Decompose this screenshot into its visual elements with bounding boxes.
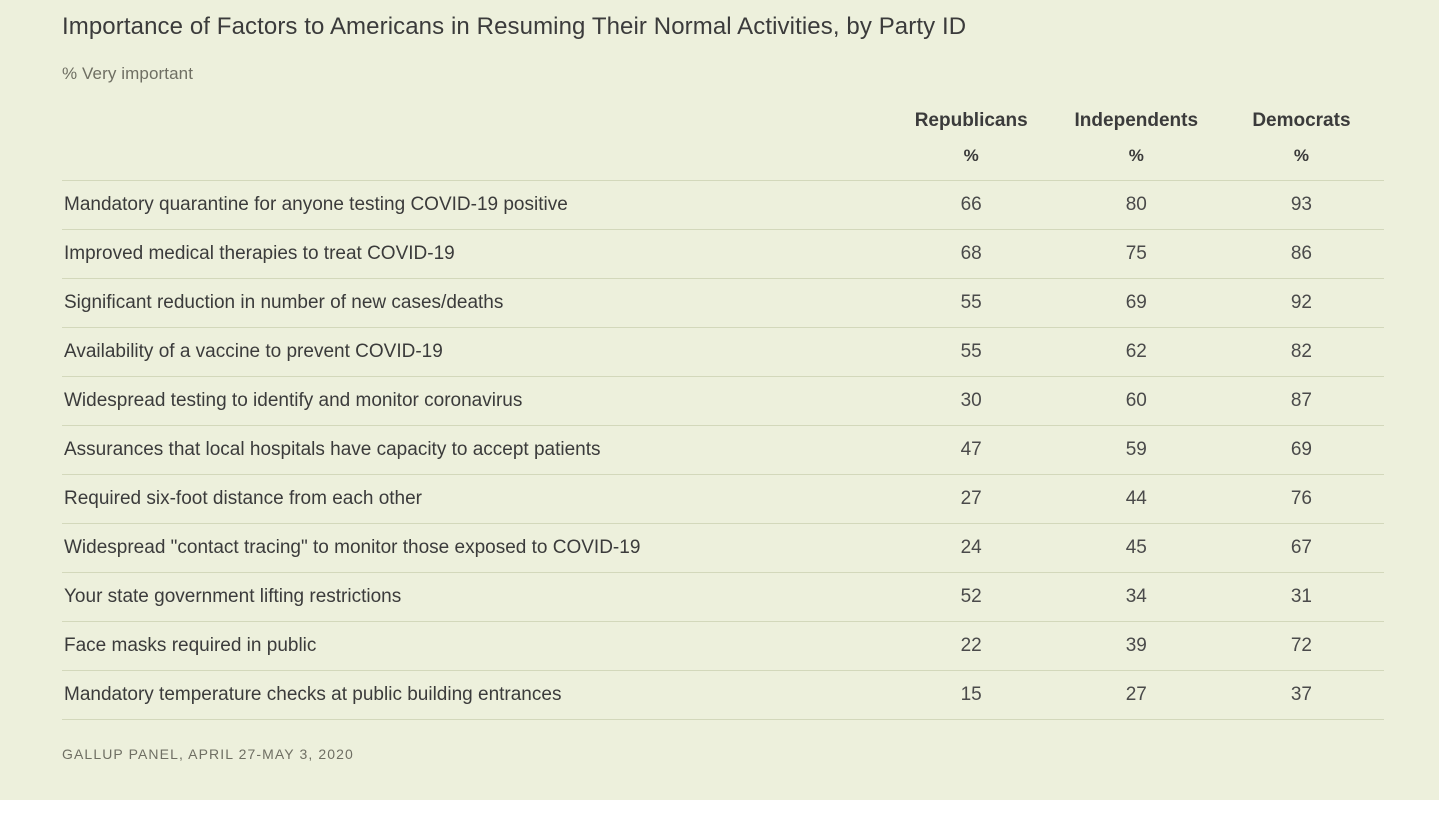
row-label: Widespread "contact tracing" to monitor those exposed to COVID-19 [62,523,889,572]
table-row [62,278,1384,327]
row-value-democrats: 87 [1219,376,1384,425]
chart-subtitle: % Very important [62,63,194,83]
table-header [62,110,1384,181]
row-label: Widespread testing to identify and monitor coronavirus [62,376,889,425]
column-header-independents: Independents [1074,109,1199,131]
row-label: Improved medical therapies to treat COVID-19 [62,229,889,278]
table-row [62,229,1384,278]
row-value-independents: 27 [1054,670,1219,719]
row-value-democrats: 69 [1219,425,1384,474]
chart-source: GALLUP PANEL, APRIL 27-MAY 3, 2020 [62,745,354,762]
row-value-independents: 80 [1054,180,1219,229]
row-value-independents: 62 [1054,327,1219,376]
column-header-republicans: Republicans [914,109,1028,131]
table-row [62,425,1384,474]
row-label: Mandatory quarantine for anyone testing COVID-19 positive [62,180,889,229]
row-label: Significant reduction in number of new cases/deaths [62,278,889,327]
row-value-independents: 69 [1054,278,1219,327]
row-value-independents: 60 [1054,376,1219,425]
row-value-independents: 75 [1054,229,1219,278]
row-value-republicans: 27 [889,474,1054,523]
row-label: Your state government lifting restrictions [62,572,889,621]
row-label: Face masks required in public [62,621,889,670]
row-label: Availability of a vaccine to prevent COVID-19 [62,327,889,376]
row-label: Assurances that local hospitals have capacity to accept patients [62,425,889,474]
row-value-independents: 34 [1054,572,1219,621]
row-value-republicans: 68 [889,229,1054,278]
table-row [62,180,1384,229]
row-value-republicans: 55 [889,327,1054,376]
table-row [62,670,1384,719]
table-row [62,327,1384,376]
row-value-democrats: 31 [1219,572,1384,621]
row-value-democrats: 93 [1219,180,1384,229]
row-value-democrats: 67 [1219,523,1384,572]
row-value-independents: 39 [1054,621,1219,670]
unit-republicans: % [963,145,979,165]
row-value-republicans: 52 [889,572,1054,621]
row-label: Required six-foot distance from each other [62,474,889,523]
row-value-democrats: 37 [1219,670,1384,719]
bottom-strip [0,800,1439,818]
table-header-row [62,110,1384,146]
data-table [62,110,1384,720]
row-value-democrats: 86 [1219,229,1384,278]
row-value-republicans: 22 [889,621,1054,670]
row-value-republicans: 47 [889,425,1054,474]
table-row [62,523,1384,572]
column-header-blank [62,110,889,146]
row-value-democrats: 92 [1219,278,1384,327]
table-row [62,376,1384,425]
unit-independents: % [1128,145,1144,165]
unit-blank [62,146,889,181]
table-row [62,474,1384,523]
row-value-republicans: 55 [889,278,1054,327]
table-unit-row [62,146,1384,181]
row-value-republicans: 66 [889,180,1054,229]
row-value-democrats: 72 [1219,621,1384,670]
row-value-republicans: 30 [889,376,1054,425]
row-value-independents: 59 [1054,425,1219,474]
page-title: Importance of Factors to Americans in Resuming Their Normal Activities, by Party ID [62,13,967,40]
unit-democrats: % [1293,145,1309,165]
table-row [62,572,1384,621]
table-body [62,180,1384,719]
row-value-democrats: 76 [1219,474,1384,523]
column-header-democrats: Democrats [1252,109,1351,131]
row-value-independents: 45 [1054,523,1219,572]
table-row [62,621,1384,670]
row-value-republicans: 15 [889,670,1054,719]
row-value-independents: 44 [1054,474,1219,523]
row-value-republicans: 24 [889,523,1054,572]
row-value-democrats: 82 [1219,327,1384,376]
row-label: Mandatory temperature checks at public building entrances [62,670,889,719]
